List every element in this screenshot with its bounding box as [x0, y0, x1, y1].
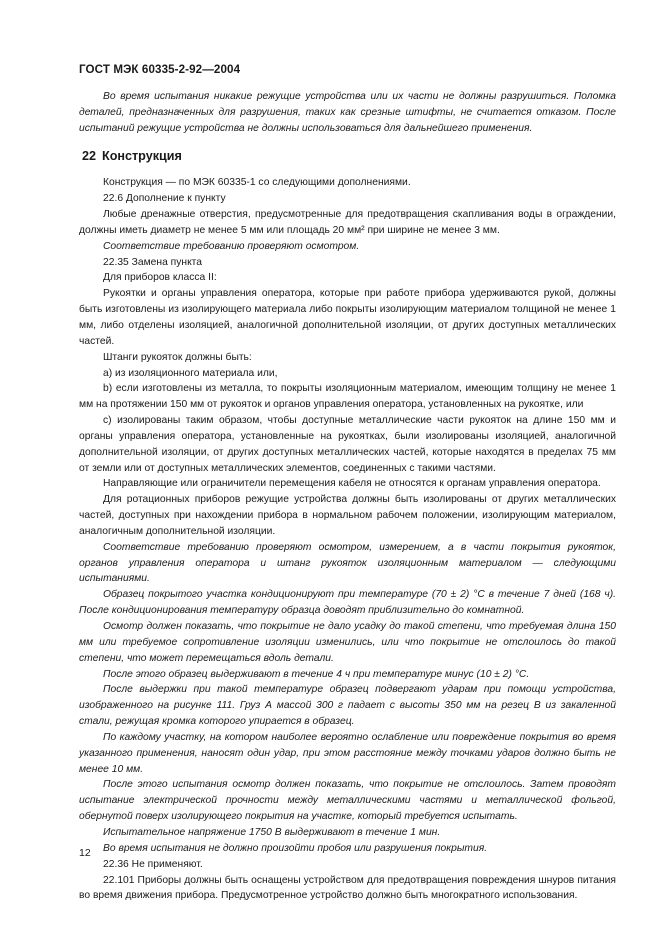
paragraph: Направляющие или ограничители перемещения кабеля не относятся к органам управления оператора.	[103, 478, 601, 490]
paragraph: Во время испытания не должно произойти пробоя или разрушения покрытия.	[103, 842, 488, 854]
page-body	[79, 89, 616, 904]
paragraph: Испытательное напряжение 1750 В выдерживают в течение 1 мин.	[103, 826, 441, 838]
paragraph: Конструкция — по МЭК 60335-1 со следующими дополнениями.	[103, 177, 411, 189]
section-paragraphs	[79, 175, 616, 904]
page-number: 12	[79, 847, 91, 859]
paragraph: Осмотр должен показать, что покрытие не дало усадку до такой степени, что требуемая длина 150 мм или требуемое сопротивление изоляции изменились, или что покрытие не отслоилось до такой степени, что может перемещаться вдоль детали.	[79, 621, 616, 664]
paragraph: b) если изготовлены из металла, то покрыты изоляционным материалом, имеющим толщину не менее 1 мм на протяжении 150 мм от рукояток и органов управления оператора, установленных на рукоятке, или	[79, 383, 616, 411]
section-heading	[79, 149, 616, 165]
paragraph: Любые дренажные отверстия, предусмотренные для предотвращения скапливания воды в ограждении, должны иметь диаметр не менее 5 мм или площадь 20 мм² при ширине не менее 3 мм.	[79, 209, 616, 236]
section-title: Конструкция	[102, 148, 182, 163]
intro-paragraph: Во время испытания никакие режущие устройства или их части не должны разрушиться. Поломка деталей, предназначенных для разрушения, таких как срезные штифты, не считается отказом. После испытаний режущие устройства не должны использоваться для дальнейшего применения.	[79, 91, 616, 134]
paragraph: 22.101 Приборы должны быть оснащены устройством для предотвращения повреждения шнуров питания во время движения прибора. Предусмотренное устройство должно быть многократного использования.	[79, 874, 616, 902]
paragraph: 22.36 Не применяют.	[103, 858, 203, 870]
paragraph: Для приборов класса II:	[103, 272, 217, 284]
section-number: 22	[82, 148, 97, 163]
paragraph: После выдержки при такой температуре образец подвергают ударам при помощи устройства, изображенного на рисунке 111. Груз А массой 300 г падает с высоты 350 мм на резец В из закаленной стали, режущая кромка которого упирается в образец.	[79, 684, 616, 728]
paragraph: Соответствие требованию проверяют осмотром, измерением, а в части покрытия рукояток, органов управления оператора и штанг рукояток изоляционным материалом — следующими испытаниями.	[79, 541, 616, 585]
paragraph: Штанги рукояток должны быть:	[103, 351, 252, 363]
paragraph: Соответствие требованию проверяют осмотром.	[103, 240, 360, 252]
paragraph: 22.35 Замена пункта	[103, 256, 203, 268]
paragraph: После этого образец выдерживают в течение 4 ч при температуре минус (10 ± 2) °С.	[103, 668, 530, 680]
paragraph: По каждому участку, на котором наиболее вероятно ослабление или повреждение покрытия во время указанного применения, наносят один удар, при этом расстояние между точками ударов должно быть не менее 10 мм.	[79, 731, 616, 775]
paragraph: с) изолированы таким образом, чтобы доступные металлические части рукояток на длине 150 мм и органы управления оператора, установленные на рукоятках, были изолированы изоляцией, аналогичной дополнительной изоляции, от других доступных металлических частей, которые находятся в пределах 75 мм от земли или от доступных металлических элементов, соединенных с такими частями.	[79, 415, 616, 474]
document-header: ГОСТ МЭК 60335-2-92—2004	[79, 63, 241, 76]
paragraph: 22.6 Дополнение к пункту	[103, 193, 226, 205]
paragraph: а) из изоляционного материала или,	[103, 367, 278, 379]
paragraph: Образец покрытого участка кондиционируют при температуре (70 ± 2) °С в течение 7 дней (168 ч). После кондиционирования температуру образца доводят приблизительно до комнатной.	[79, 589, 616, 617]
paragraph: После этого испытания осмотр должен показать, что покрытие не отслоилось. Затем проводят испытание электрической прочности между металлическими частями и металлической фольгой, обернутой поверх изолирующего покрытия на участке, который требуется испытать.	[79, 779, 616, 823]
paragraph: Для ротационных приборов режущие устройства должны быть изолированы от других металлических частей, доступных при нахождении прибора в нормальном рабочем положении, изолирующим материалом, аналогичным дополнительной изоляции.	[79, 494, 616, 537]
paragraph: Рукоятки и органы управления оператора, которые при работе прибора удерживаются рукой, должны быть изготовлены из изолирующего материала либо покрыты изолирующим материалом толщиной не менее 1 мм, либо отделены изоляцией, аналогичной дополнительной изоляции, от других доступных металлических частей.	[79, 288, 616, 347]
